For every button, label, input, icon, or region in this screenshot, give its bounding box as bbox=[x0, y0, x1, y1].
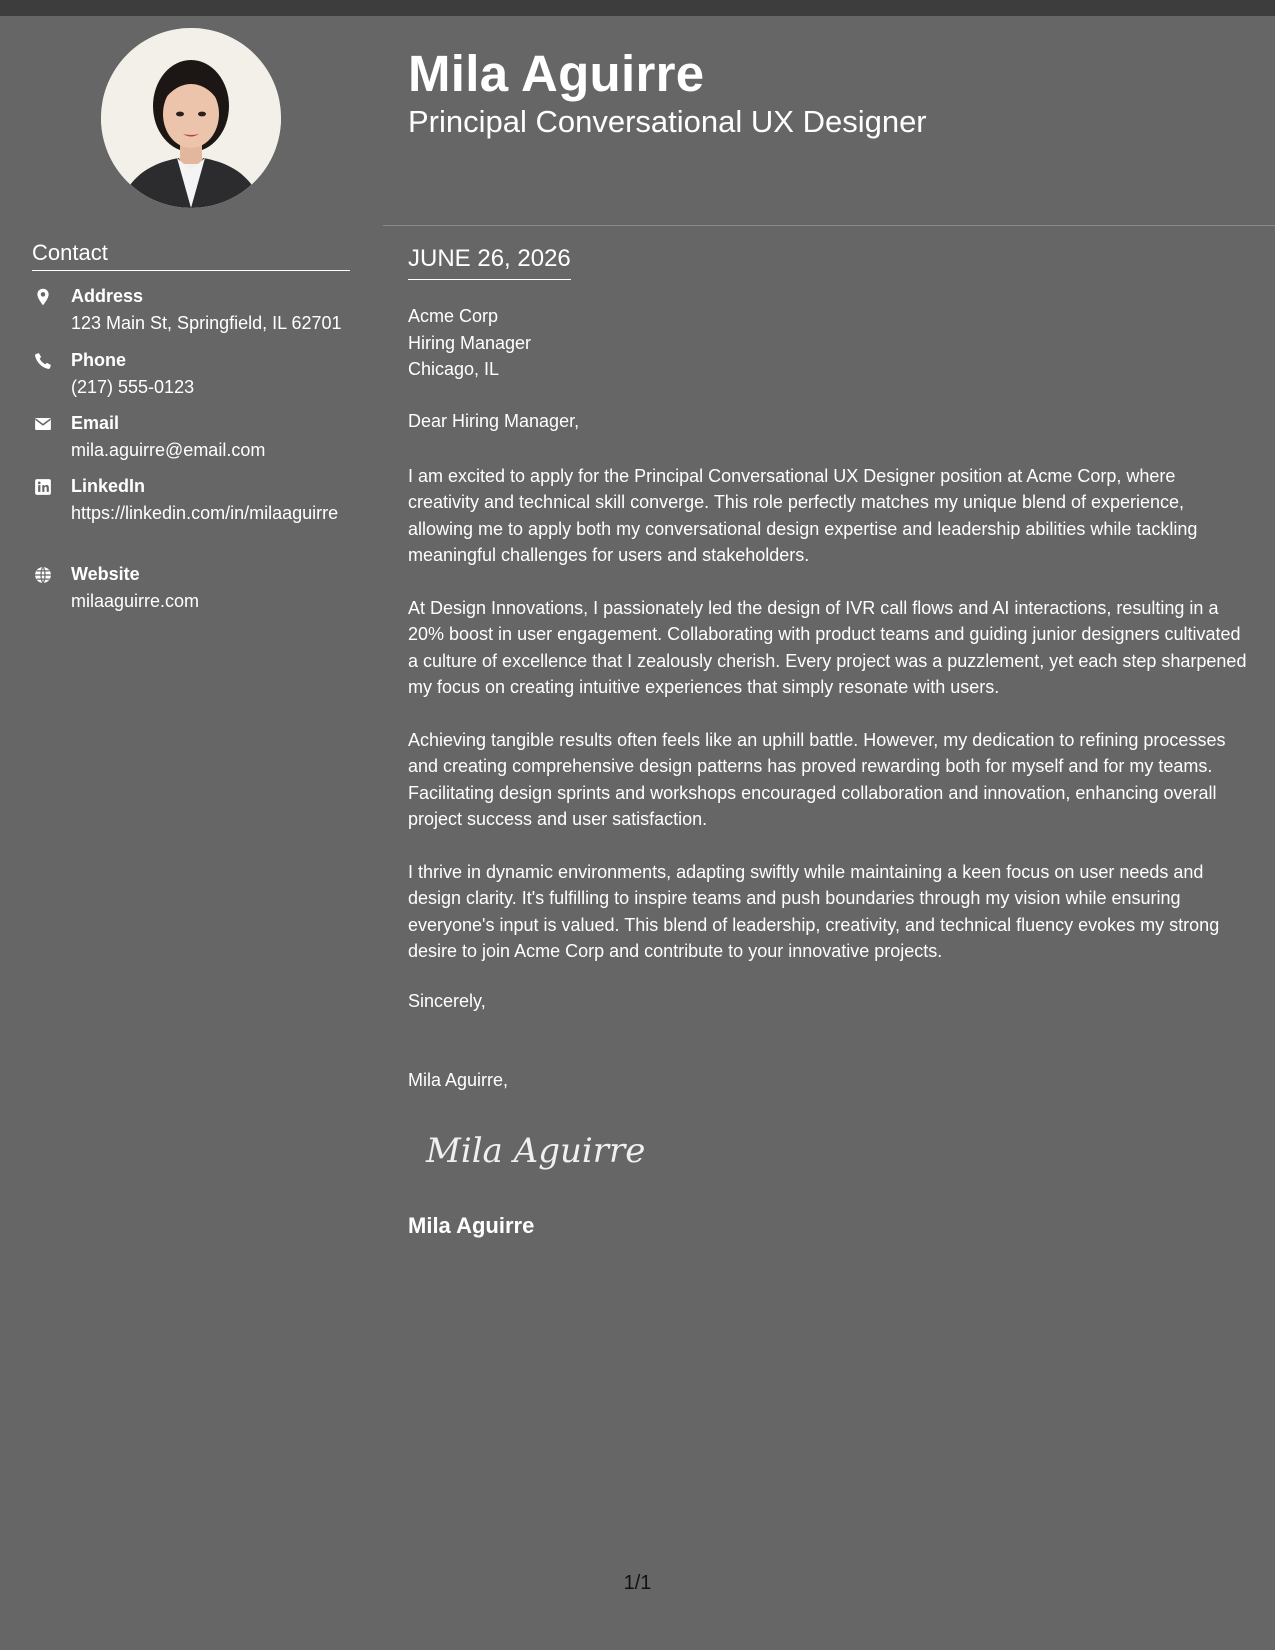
recipient-title: Hiring Manager bbox=[408, 332, 532, 353]
letter-date: JUNE 26, 2026 bbox=[408, 245, 571, 280]
contact-label: Address bbox=[71, 286, 144, 306]
candidate-name: Mila Aguirre bbox=[408, 45, 705, 102]
signature-image bbox=[420, 1118, 660, 1182]
contact-value: (217) 555-0123 bbox=[71, 377, 195, 397]
map-pin-icon bbox=[34, 288, 52, 306]
page-number: 1/1 bbox=[623, 1572, 652, 1594]
contact-label: Phone bbox=[71, 350, 127, 370]
top-bar bbox=[0, 0, 1275, 16]
body-paragraph: I am excited to apply for the Principal Conversational UX Designer position at Acme Corp, where creativity and technical skill converge. This role perfectly matches my unique blend of experience, allowing me to apply both my conversational design expertise and leadership abilities while tackling meaningful challenges for users and stakeholders. bbox=[408, 466, 1198, 565]
contact-value[interactable]: milaaguirre.com bbox=[71, 591, 200, 611]
recipient-location: Chicago, IL bbox=[408, 359, 500, 379]
signer-line: Mila Aguirre, bbox=[408, 1070, 509, 1090]
header-divider bbox=[383, 225, 1275, 226]
candidate-role: Principal Conversational UX Designer bbox=[408, 104, 927, 139]
contact-value: 123 Main St, Springfield, IL 62701 bbox=[71, 313, 342, 333]
avatar-illustration bbox=[101, 28, 281, 208]
phone-icon bbox=[34, 352, 52, 370]
contact-heading: Contact bbox=[32, 240, 350, 271]
signature-name: Mila Aguirre bbox=[408, 1213, 535, 1238]
envelope-icon bbox=[34, 415, 52, 433]
contact-label: Website bbox=[71, 564, 140, 584]
recipient-company: Acme Corp bbox=[408, 306, 499, 326]
contact-label: LinkedIn bbox=[71, 476, 146, 496]
signature-text: Mila Aguirre bbox=[426, 1131, 646, 1171]
body-paragraph: Achieving tangible results often feels like an uphill battle. However, my dedication to refining processes and creating comprehensive design patterns has proved rewarding both for myself and for my teams. Facilitating design sprints and workshops encouraged collaboration and innovation, enhancing overall project success and user satisfaction. bbox=[408, 730, 1226, 829]
body-paragraph: At Design Innovations, I passionately led the design of IVR call flows and AI interactions, resulting in a 20% boost in user engagement. Collaborating with product teams and guiding junior designers cultivated a culture of excellence that I zealously cherish. Every project was a puzzlement, yet each step sharpened my focus on creating intuitive experiences that simply resonate with users. bbox=[408, 598, 1247, 697]
salutation: Dear Hiring Manager, bbox=[408, 411, 580, 431]
body-paragraph: I thrive in dynamic environments, adapting swiftly while maintaining a keen focus on user needs and design clarity. It's fulfilling to inspire teams and push boundaries through my vision while ensuring everyone's input is valued. This blend of leadership, creativity, and technical fluency evokes my strong desire to join Acme Corp and contribute to your innovative projects. bbox=[408, 862, 1220, 961]
closing: Sincerely, bbox=[408, 991, 486, 1011]
globe-icon bbox=[34, 566, 52, 584]
linkedin-icon bbox=[34, 478, 52, 496]
contact-label: Email bbox=[71, 413, 120, 433]
avatar bbox=[101, 28, 281, 208]
contact-value[interactable]: https://linkedin.com/in/milaaguirre bbox=[71, 503, 339, 523]
recipient-block bbox=[408, 303, 531, 383]
contact-value: mila.aguirre@email.com bbox=[71, 440, 266, 460]
